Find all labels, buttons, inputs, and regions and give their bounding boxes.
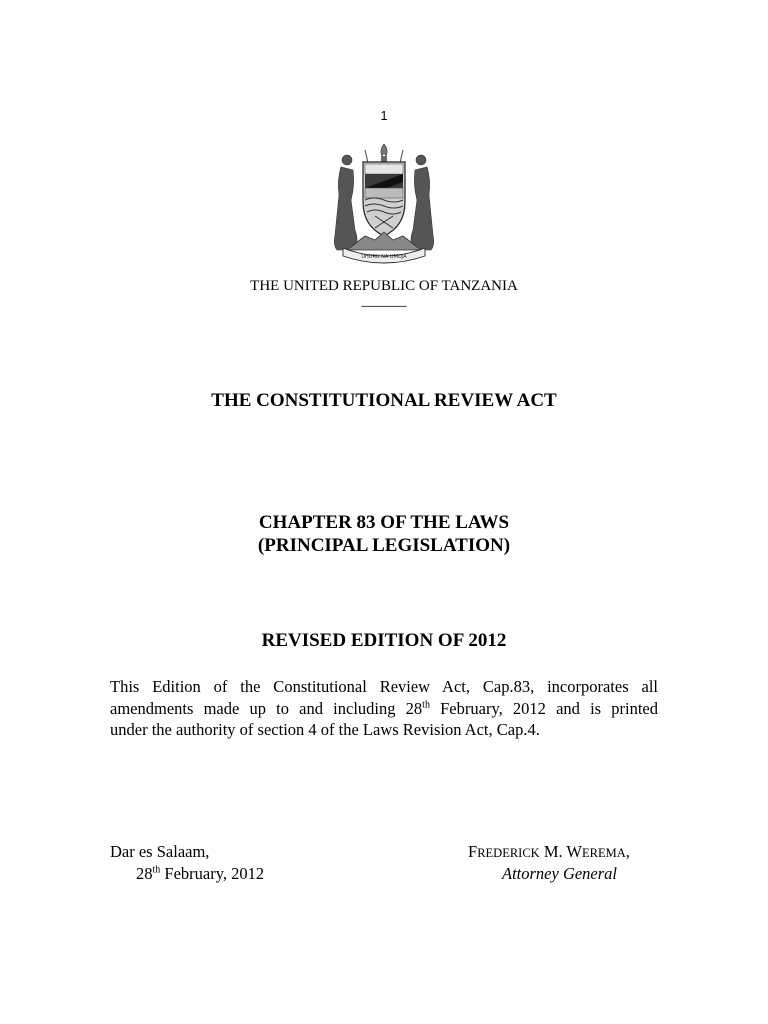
signer-name: [468, 842, 630, 862]
name-punctuation: ,: [625, 842, 630, 861]
header-rule: ______: [361, 293, 407, 309]
signer-title: Attorney General: [502, 864, 618, 883]
name-initial: M. W: [539, 842, 583, 861]
date-day: 28: [136, 864, 153, 883]
paragraph-line: This Edition of the Constitutional Review Act, Cap.83, incorporates all: [110, 677, 658, 696]
paragraph-line: under the authority of section 4 of the Laws Revision Act, Cap.4.: [110, 720, 540, 739]
signing-date: [136, 864, 264, 884]
name-smallcaps: REDERICK: [477, 846, 540, 860]
motto-text: UHURU NA UMOJA: [361, 254, 407, 260]
page-number: 1: [380, 108, 388, 123]
signing-place: Dar es Salaam,: [110, 842, 210, 861]
edition-heading: REVISED EDITION OF 2012: [261, 630, 507, 651]
date-rest: February, 2012: [160, 864, 265, 883]
paragraph-line: [110, 698, 658, 720]
coat-of-arms-icon: [325, 140, 443, 266]
paragraph-text: amendments made up to and including 28: [110, 698, 423, 718]
paragraph-text: February, 2012 and is printed: [429, 698, 659, 718]
country-name: THE UNITED REPUBLIC OF TANZANIA: [250, 278, 518, 294]
ordinal-suffix: th: [422, 699, 430, 710]
edition-paragraph: [110, 676, 658, 741]
name-initial: F: [468, 842, 478, 861]
legislation-type: (PRINCIPAL LEGISLATION): [257, 535, 511, 556]
ordinal-suffix: th: [152, 864, 161, 876]
act-title: THE CONSTITUTIONAL REVIEW ACT: [211, 390, 557, 411]
name-smallcaps: EREMA: [582, 846, 626, 860]
chapter-heading: CHAPTER 83 OF THE LAWS: [258, 512, 510, 533]
